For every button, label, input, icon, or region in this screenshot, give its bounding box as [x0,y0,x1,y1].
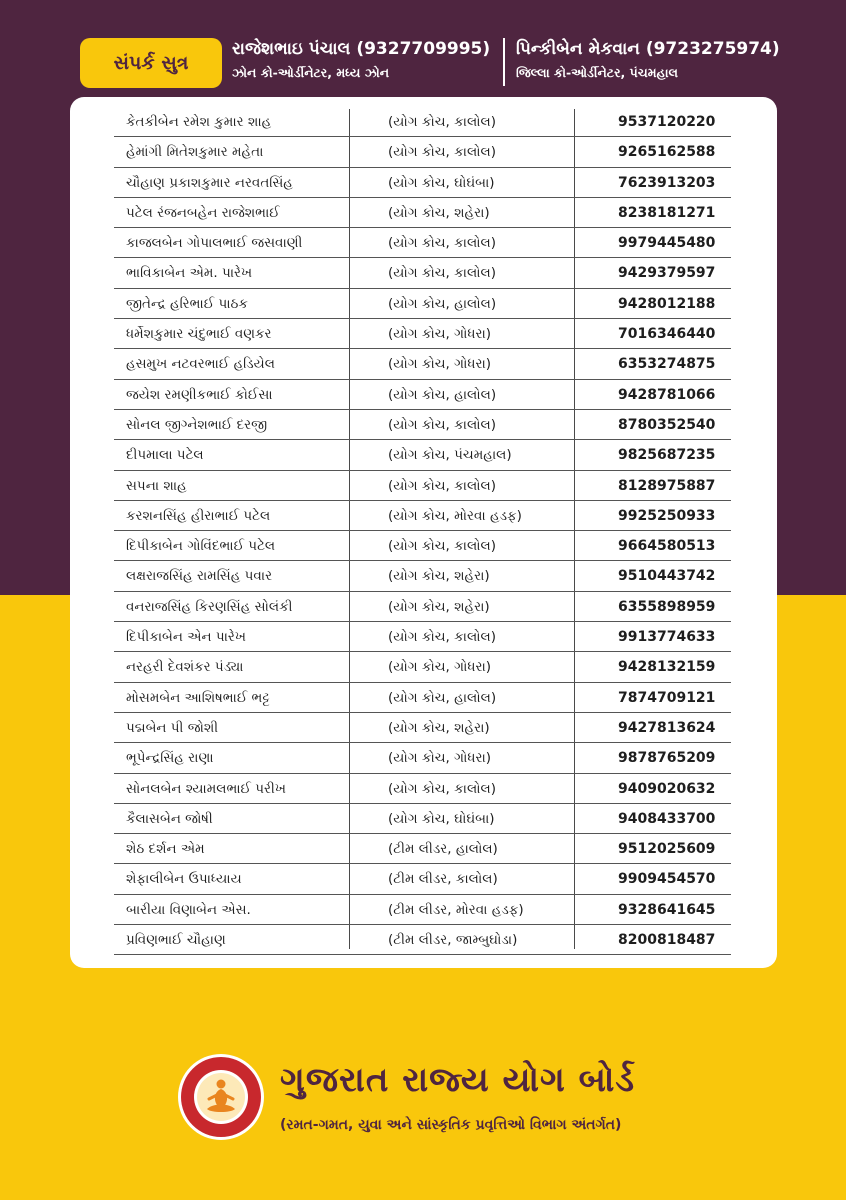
contact-name: ભાવિકાબેન એમ. પારેખ [126,265,253,282]
contact-phone: 9979445480 [618,235,716,252]
contact-role: (યોગ કોચ, મોરવા હડફ) [388,507,522,524]
contact-role: (યોગ કોચ, ઘોઘંબા) [388,810,495,827]
contact-name: કૈલાસબેન જોષી [126,810,213,827]
contact-phone: 9328641645 [618,901,716,918]
header [0,0,846,100]
contact-role: (યોગ કોચ, કાલોલ) [388,538,497,555]
contact-phone: 7874709121 [618,689,716,706]
table-row [70,198,777,228]
contact-zone-coordinator [232,38,490,82]
table-row [70,652,777,682]
contact-phone: 6355898959 [618,598,716,615]
contact-phone: 9925250933 [618,507,716,524]
contact-phone: 9537120220 [618,114,716,130]
contact-phone: 9512025609 [618,841,716,858]
contact-name: પદ્મબેન પી જોશી [126,719,219,736]
contact-role: (યોગ કોચ, કાલોલ) [388,235,497,252]
contact-name: વનરાજસિંહ કિરણસિંહ સોલંકી [126,598,293,615]
contact-phone: 8128975887 [618,477,716,494]
table-row [70,864,777,894]
contact-role: (ટીમ લીડર, કાલોલ) [388,871,498,888]
table-row [70,683,777,713]
contact-phone: 9909454570 [618,871,716,888]
contact-role: (યોગ કોચ, ગોધરા) [388,659,492,676]
contact-list-card [70,97,777,968]
contact-name: જીતેન્દ્ર હરિભાઈ પાઠક [126,295,248,312]
contact-role: (યોગ કોચ, હાલોલ) [388,689,497,706]
table-row [70,380,777,410]
yoga-board-logo-icon [177,1053,265,1141]
table-row [70,471,777,501]
table-row [70,440,777,470]
contact-name: બારીયા વિણાબેન એસ. [126,901,251,918]
contact-name: પટેલ રંજનબહેન રાજેશભાઈ [126,204,280,221]
contact-role: (યોગ કોચ, શહેરા) [388,719,490,736]
table-row [70,531,777,561]
contact-role: (યોગ કોચ, ઘોઘંબા) [388,174,495,191]
contact-role: (યોગ કોચ, કાલોલ) [388,265,497,282]
table-row [70,228,777,258]
header-divider [503,38,505,86]
contact-role: (યોગ કોચ, હાલોલ) [388,295,497,312]
contact-phone: 8200818487 [618,932,716,949]
table-row [70,258,777,288]
contact-name: ધર્મેશકુમાર ચંદુભાઈ વણકર [126,326,272,343]
contact-name: કાજલબેન ગોપાલભાઈ જસવાણી [126,235,303,252]
contact-name: ભૂપેન્દ્રસિંહ રાણા [126,750,214,767]
contact-name: લક્ષરાજસિંહ રામસિંહ પવાર [126,568,273,585]
board-subtitle: (રમત-ગમત, યુવા અને સાંસ્કૃતિક પ્રવૃત્તિઓ વિભાગ અંતર્ગત) [280,1117,622,1133]
contact-role: (ટીમ લીડર, જામ્બુઘોડા) [388,932,518,949]
contact-phone: 9510443742 [618,568,716,585]
contact-role: (યોગ કોચ, કાલોલ) [388,144,497,161]
contact-name: પિન્કીબેન મેકવાન (9723275974) [516,39,780,59]
contact-role: (યોગ કોચ, હાલોલ) [388,386,497,403]
board-title: ગુજરાત રાજ્ય યોગ બોર્ડ [280,1060,636,1100]
contact-phone: 7623913203 [618,174,716,191]
table-row [70,561,777,591]
table-row [70,410,777,440]
contact-phone: 7016346440 [618,326,716,343]
contact-name: ચૌહાણ પ્રકાશકુમાર નરવતસિંહ [126,174,293,191]
contact-name: કેતકીબેન રમેશ કુમાર શાહ [126,114,272,130]
contact-name: રાજેશભાઇ પંચાલ (9327709995) [232,39,491,59]
table-row [70,319,777,349]
table-row [70,592,777,622]
contact-name: સોનલબેન શ્યામલભાઈ પરીખ [126,780,286,797]
contact-role: ઝોન કો-ઓર્ડીનેટર, મધ્ય ઝોન [232,65,390,80]
contact-name: દિપીકાબેન ગોવિંદભાઈ પટેલ [126,538,276,555]
contact-role: (યોગ કોચ, કાલોલ) [388,114,497,130]
contact-role: (યોગ કોચ, શહેરા) [388,598,490,615]
contact-name: દીપમાલા પટેલ [126,447,204,464]
contact-role: (યોગ કોચ, કાલોલ) [388,416,497,433]
contact-role: (યોગ કોચ, શહેરા) [388,568,490,585]
contact-badge [80,38,222,88]
footer [0,1030,846,1150]
table-row [70,289,777,319]
table-row [70,137,777,167]
contact-role: (યોગ કોચ, કાલોલ) [388,780,497,797]
contact-phone: 9265162588 [618,144,716,161]
contact-role: જિલ્લા કો-ઓર્ડીનેટર, પંચમહાલ [516,65,678,80]
contact-role: (યોગ કોચ, શહેરા) [388,204,490,221]
table-row [70,925,777,955]
contact-name: શેફાલીબેન ઉપાધ્યાય [126,871,242,888]
contact-role: (ટીમ લીડર, હાલોલ) [388,841,498,858]
contact-name: પ્રવિણભાઈ ચૌહાણ [126,932,226,949]
contact-name: શેઠ દર્શન એમ [126,841,205,858]
contact-phone: 9913774633 [618,629,716,646]
contact-name: જયેશ રમણીકભાઈ કોઈસા [126,386,273,403]
contact-phone: 8238181271 [618,204,716,221]
contact-list [70,107,777,955]
table-row [70,622,777,652]
contact-phone: 8780352540 [618,416,716,433]
contact-name: સપના શાહ [126,477,187,494]
contact-name: કરશનસિંહ હીરાભાઈ પટેલ [126,507,271,524]
contact-badge-label: સંપર્ક સુત્ર [113,52,189,74]
contact-role: (યોગ કોચ, ગોધરા) [388,326,492,343]
table-row [70,774,777,804]
contact-name: મોસમબેન આશિષભાઈ ભટ્ટ [126,689,270,706]
contact-role: (યોગ કોચ, ગોધરા) [388,356,492,373]
table-row [70,168,777,198]
contact-phone: 9825687235 [618,447,716,464]
contact-phone: 9408433700 [618,810,716,827]
table-row [70,895,777,925]
table-row [70,804,777,834]
table-row [70,834,777,864]
contact-name: નરહરી દેવશંકર પંડ્યા [126,659,244,676]
contact-phone: 9427813624 [618,719,716,736]
contact-phone: 9428132159 [618,659,716,676]
contact-name: દિપીકાબેન એન પારેખ [126,629,246,646]
contact-phone: 9428012188 [618,295,716,312]
contact-name: હસમુખ નટવરભાઈ હડિયેલ [126,356,275,373]
contact-name: હેમાંગી મિતેશકુમાર મહેતા [126,144,264,161]
contact-role: (યોગ કોચ, કાલોલ) [388,629,497,646]
contact-phone: 9664580513 [618,538,716,555]
table-row [70,107,777,137]
contact-role: (યોગ કોચ, પંચમહાલ) [388,447,512,464]
table-row [70,713,777,743]
contact-phone: 6353274875 [618,356,716,373]
contact-role: (યોગ કોચ, ગોધરા) [388,750,492,767]
contact-role: (યોગ કોચ, કાલોલ) [388,477,497,494]
contact-phone: 9429379597 [618,265,716,282]
contact-district-coordinator [516,38,780,82]
contact-phone: 9409020632 [618,780,716,797]
table-row [70,349,777,379]
table-row [70,743,777,773]
contact-phone: 9878765209 [618,750,716,767]
table-row [70,501,777,531]
contact-phone: 9428781066 [618,386,716,403]
contact-name: સોનલ જીગ્નેશભાઈ દરજી [126,416,268,433]
contact-role: (ટીમ લીડર, મોરવા હડફ) [388,901,524,918]
